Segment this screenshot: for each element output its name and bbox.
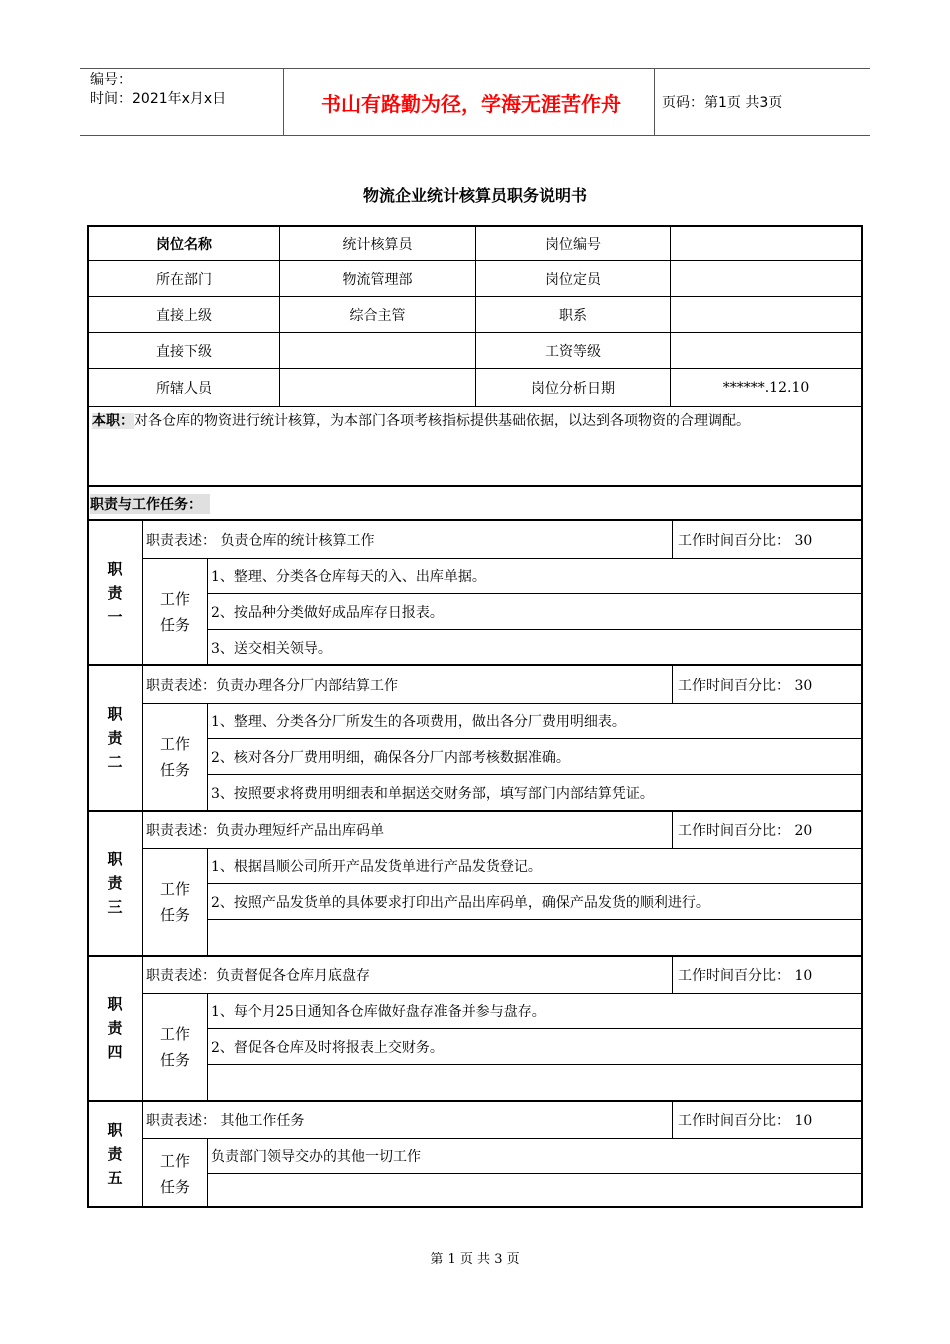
page-footer: 第 1 页 共 3 页 [430, 1252, 520, 1267]
info-label-staff: 所辖人员 [156, 380, 212, 397]
summary-label: 本职： [92, 413, 134, 429]
col-line [672, 666, 673, 703]
task-item: 1、每个月25日通知各仓库做好盘存准备并参与盘存。 [211, 1004, 546, 1020]
document-title: 物流企业统计核算员职务说明书 [362, 186, 587, 205]
duty-time-percent: 工作时间百分比： 10 [678, 967, 813, 984]
col-line [207, 558, 208, 665]
info-value-department: 物流管理部 [342, 271, 413, 288]
info-label-job-family: 职系 [559, 307, 587, 324]
info-label-headcount: 岗位定员 [545, 271, 601, 288]
task-label: 工作 任务 [159, 590, 190, 634]
header-divider [654, 69, 655, 135]
info-label-analysis-date: 岗位分析日期 [531, 380, 615, 397]
info-label-position-code: 岗位编号 [545, 236, 601, 253]
duty-description: 职责表述：负责办理短纤产品出库码单 [146, 822, 384, 839]
task-label: 工作 任务 [159, 1025, 190, 1069]
duty-label: 职 责 四 [107, 995, 123, 1061]
task-item: 2、核对各分厂费用明细，确保各分厂内部考核数据准确。 [211, 749, 570, 766]
section-line [87, 485, 863, 487]
code-label: 编号： [90, 72, 132, 88]
duty-time-percent: 工作时间百分比： 20 [678, 822, 813, 839]
header-left [90, 71, 226, 109]
duty-label: 职 责 一 [107, 560, 123, 626]
task-item: 1、根据昌顺公司所开产品发货单进行产品发货登记。 [211, 859, 542, 875]
duty-description: 职责表述： 其他工作任务 [146, 1112, 305, 1129]
duty-time-percent: 工作时间百分比： 30 [678, 532, 813, 549]
duty-label: 职 责 五 [107, 1121, 123, 1187]
job-summary [92, 408, 862, 434]
info-label-department: 所在部门 [156, 271, 212, 288]
info-label-subordinate: 直接下级 [156, 343, 212, 360]
task-item: 3、送交相关领导。 [211, 640, 332, 657]
col-line [672, 811, 673, 848]
header-divider [283, 69, 284, 135]
row-line [87, 406, 863, 407]
task-item: 2、按照产品发货单的具体要求打印出产品出库码单，确保产品发货的顺利进行。 [211, 894, 710, 911]
task-label: 工作 任务 [159, 880, 190, 924]
info-value-job-family [671, 297, 861, 332]
info-value-position-name: 统计核算员 [342, 236, 413, 253]
info-label-salary-grade: 工资等级 [545, 343, 601, 360]
info-label-position-name: 岗位名称 [156, 236, 212, 253]
duty-time-percent: 工作时间百分比： 30 [678, 677, 813, 694]
duty-time-percent: 工作时间百分比： 10 [678, 1112, 813, 1129]
duties-title: 职责与工作任务： [90, 494, 210, 514]
info-value-salary-grade [671, 333, 861, 368]
info-value-staff [280, 369, 475, 406]
info-value-subordinate [280, 333, 475, 368]
page-header [80, 68, 870, 136]
col-line [672, 1101, 673, 1138]
task-item: 2、按品种分类做好成品库存日报表。 [211, 604, 444, 621]
header-motto: 书山有路勤为径，学海无涯苦作舟 [321, 91, 621, 116]
info-value-position-code [671, 227, 861, 260]
duty-description: 职责表述： 负责仓库的统计核算工作 [146, 532, 375, 549]
duty-label: 职 责 二 [107, 705, 123, 771]
task-label: 工作 任务 [159, 1152, 190, 1196]
task-item: 1、整理、分类各分厂所发生的各项费用，做出各分厂费用明细表。 [211, 714, 626, 730]
info-value-analysis-date: ******.12.10 [722, 379, 810, 396]
task-item: 负责部门领导交办的其他一切工作 [211, 1149, 421, 1165]
col-line [142, 520, 143, 1208]
time-label: 时间：2021年x月x日 [90, 91, 227, 107]
page-info: 页码：第1页 共3页 [662, 95, 783, 111]
row-line [207, 1173, 863, 1174]
col-line [207, 703, 208, 811]
duty-label: 职 责 三 [107, 850, 123, 916]
row-line [207, 1064, 863, 1065]
summary-text: 对各仓库的物资进行统计核算，为本部门各项考核指标提供基础依据，以达到各项物资的合理调配。 [134, 413, 750, 429]
row-line [207, 919, 863, 920]
col-line [672, 520, 673, 558]
info-label-supervisor: 直接上级 [156, 307, 212, 324]
task-label: 工作 任务 [159, 735, 190, 779]
col-line [672, 956, 673, 993]
task-item: 2、督促各仓库及时将报表上交财务。 [211, 1039, 444, 1056]
duty-description: 职责表述：负责办理各分厂内部结算工作 [146, 677, 398, 694]
task-item: 3、按照要求将费用明细表和单据送交财务部，填写部门内部结算凭证。 [211, 786, 654, 802]
info-value-headcount [671, 261, 861, 296]
col-line [207, 848, 208, 956]
duty-description: 职责表述：负责督促各仓库月底盘存 [146, 967, 370, 984]
task-item: 1、整理、分类各仓库每天的入、出库单据。 [211, 569, 486, 585]
col-line [207, 993, 208, 1101]
info-value-supervisor: 综合主管 [349, 307, 406, 324]
